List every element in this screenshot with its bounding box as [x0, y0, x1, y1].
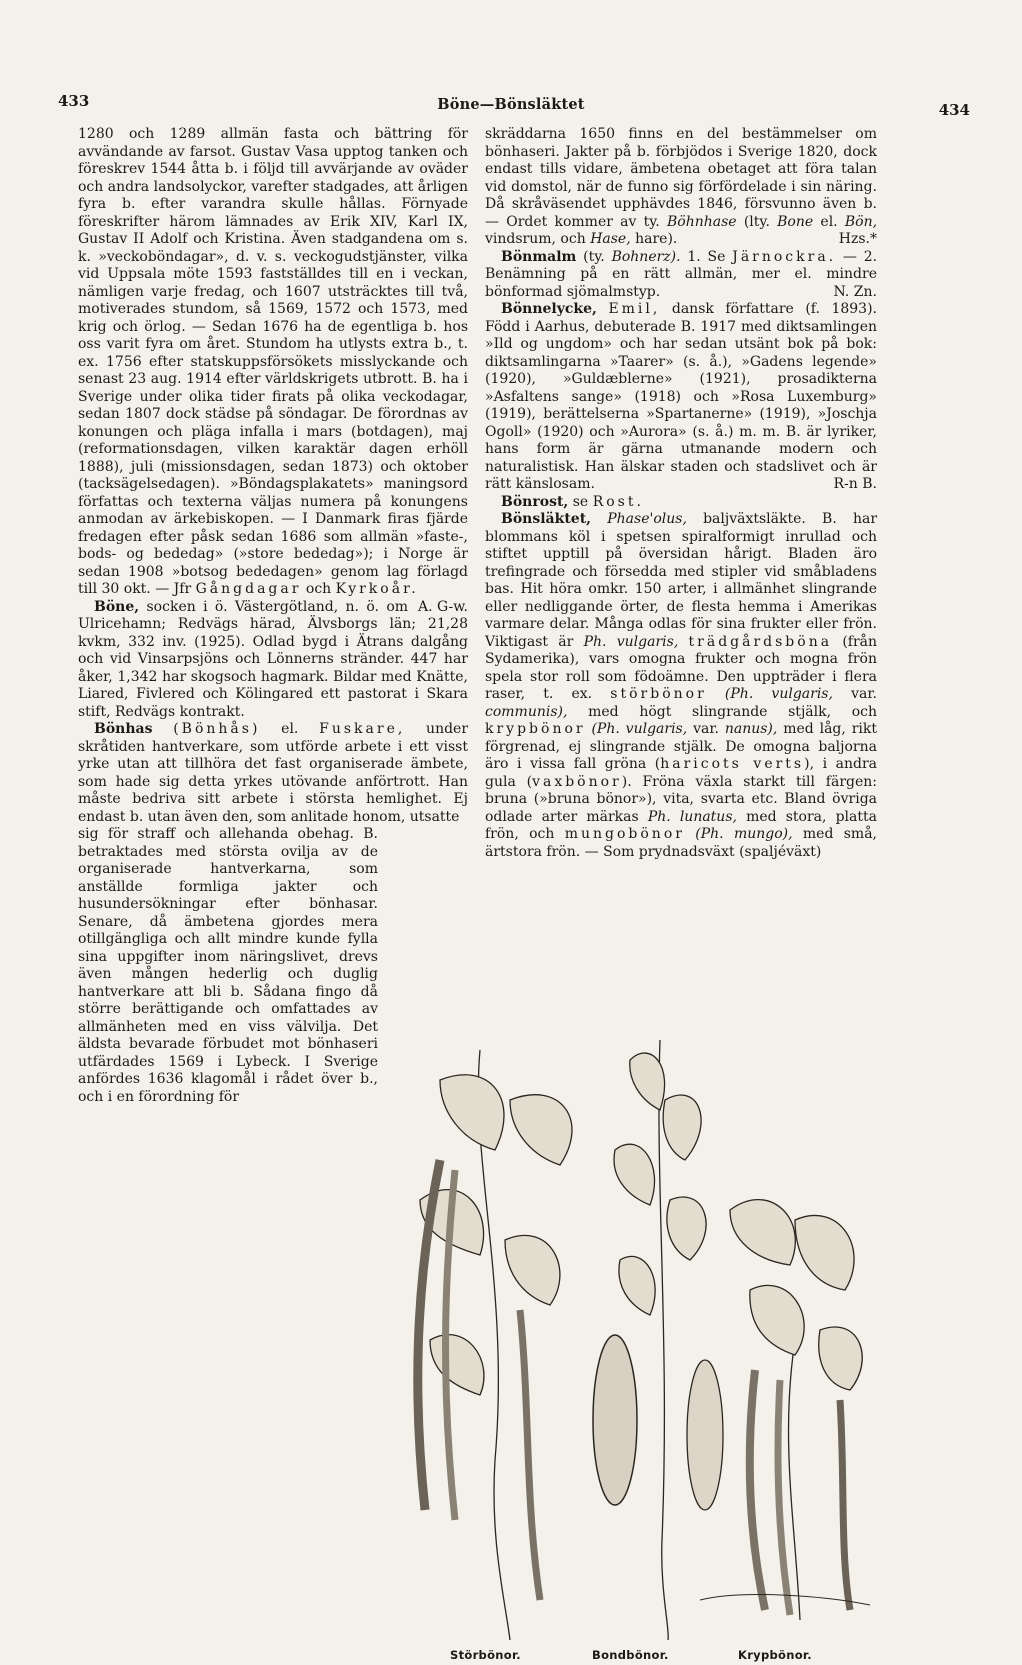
italic-term: (Ph. vulgaris,: [591, 721, 688, 737]
italic-term: Bone: [777, 213, 814, 230]
cross-reference: Kyrkoår.: [335, 581, 419, 597]
spaced-term: trädgårdsböna: [688, 633, 833, 650]
spaced-term: krypbönor: [485, 721, 586, 737]
bush-bean-plant: [700, 1200, 870, 1620]
text-fragment: var.: [851, 686, 877, 702]
text-fragment: (lty.: [743, 213, 770, 230]
italic-term: communis),: [485, 703, 568, 720]
text-fragment: el.: [281, 721, 299, 737]
entry-headword: Böne,: [94, 598, 140, 615]
entry-bone: [78, 599, 468, 722]
author-signature: N. Zn.: [833, 283, 877, 300]
person-name: Emil,: [608, 301, 661, 317]
entry-text: baljväxtsläkte. B. har blommans köl i spetsen spiralformigt inrullad och stiftet upptill på översidan hårigt. Bladen äro trefingrade och försedda med stipler vid småbladens bas. Hit höra omkr. 150 arter, i allmänhet slingrande eller nedliggande örter, de flesta hemma i Amerikas varmare delar. Många odlas för sina frukter eller frön. Viktigast är: [485, 511, 878, 650]
italic-term: Bohnerz).: [611, 248, 681, 265]
author-signature: A. G-w.: [418, 598, 468, 615]
entry-headword: Bönmalm: [501, 248, 577, 265]
paragraph-bonhas-continued: sig för straff och allehanda obehag. B. betraktades med största ovilja av de organiserade hantverkarna, som anställde formliga jakter och husundersökningar efter bönhasar. Senare, då ämbetena gjordes mera otillgängliga och allt mindre kunde fylla sina uppgifter inom näringslivet, drevs även mången hederlig och duglig hantverkare att bli b. Sådana fingo då större berättigande och omfattades av allmänheten med en viss välvilja. Det äldsta bevarade förbudet mot bönhaseri utfärdades 1569 i Lybeck. I Sverige anfördes 1636 klagomål i rådet över b., och i en förordning för: [78, 826, 378, 1105]
left-column: [78, 126, 468, 1106]
spaced-term: haricots verts: [660, 756, 805, 772]
entry-text: under skråtiden hantverkare, som utförde arbete i ett visst yrke utan att tillhöra det fast organiserade ämbete, som hade sig detta yrkes utövande anförtrott. Han måste bedriva sitt arbete i största hemlighet. Ej endast b. utan även den, som anlitade honom, utsatte: [78, 721, 469, 825]
text-fragment: hare).: [635, 231, 678, 247]
entry-text: dansk författare (f. 1893). Född i Aarhus, debuterade B. 1917 med diktsamlingen »Ild og ungdom» och har sedan utsänt bok på bok: diktsamlingarna »Taarer» (s. å.), »Gadens legende» (1920), »Guldæblerne» (1921), prosadikterna »Asfaltens sange» (1918) och »Rosa Luxemburg» (1919), berättelserna »Spartanerne» (1919), »Joschja Ogoll» (1920) och »Aurora» (s. å.) m. m. B. är lyriker, hans form är gärna utmanande modern och naturalistisk. Han älskar staden och stadslivet och är rätt känslosam.: [485, 301, 877, 492]
spaced-term: mungobönor: [564, 826, 685, 842]
left-column-lower: [78, 826, 378, 1106]
spaced-term: störbönor: [610, 686, 707, 702]
paragraph-bonhas-end: [485, 126, 877, 249]
entry-headword: Bönnelycke,: [501, 301, 597, 317]
alt-name: (Bönhås): [173, 721, 261, 737]
text-fragment: vindsrum, och: [485, 231, 586, 247]
italic-term: Ph. lunatus,: [647, 808, 737, 825]
text-fragment: el.: [820, 213, 838, 230]
bean-illustration-figure: [400, 1040, 880, 1665]
entry-bonhas: [78, 721, 468, 826]
pole-bean-plant: [418, 1050, 572, 1640]
entry-bonslaktet: [485, 511, 877, 861]
alt-name: Fuskare,: [319, 721, 406, 737]
author-signature: R-n B.: [833, 476, 877, 492]
broad-bean-plant: [593, 1040, 723, 1640]
spaced-term: vaxbönor: [532, 773, 622, 790]
text-fragment: se: [572, 493, 589, 510]
entry-text: socken i ö. Västergötland, n. ö. om Ulricehamn; Redvägs härad, Älvsborgs län; 21,28 kvkm, 332 inv. (1925). Odlad bygd i Ätrans dalgång och vid Vinsarpsjöns och Lönnerns stränder. 447 har åker, 1,342 har skogsoch hagmark. Bildar med Knätte, Liared, Fivlered och Kölingared ett pastorat i Skara stift, Redvägs kontrakt.: [78, 598, 468, 720]
entry-headword: Bönhas: [94, 721, 153, 737]
entry-text: med små, ärtstora frön. — Som prydnadsväxt (spaljéväxt): [485, 826, 878, 860]
cross-reference: Järnockra.: [732, 248, 837, 265]
entry-text: — 2. Benämning på en rätt allmän, mer el. mindre bönformad sjömalmstyp.: [485, 248, 878, 300]
paragraph-text: skräddarna 1650 finns en del bestämmelser om bönhaseri. Jakter på b. förbjödos i Sverige 1820, dock endast tills vidare, ämbetena obetaget att föra talan vid domstol, när de funno sig förfördelade i sin näring. Då skråväsendet upphävdes 1846, försvunno även b. — Ordet kommer av ty.: [485, 126, 877, 230]
entry-text: med högt slingrande stjälk, och: [588, 703, 877, 720]
entry-text: med stora, platta frön, och: [485, 808, 877, 842]
italic-term: nanus),: [724, 721, 778, 737]
text-fragment: 1. Se: [687, 248, 726, 265]
entry-bonmalm: [485, 249, 877, 302]
caption-storbonor: Störbönor.: [450, 1648, 521, 1662]
entry-text: ), i andra gula (: [485, 756, 877, 790]
bean-plants-illustration: [400, 1040, 880, 1640]
italic-term: Phase'olus,: [607, 511, 687, 527]
italic-term: Bön,: [844, 213, 878, 230]
entry-bonnelycke: [485, 301, 877, 494]
cross-reference: Rost.: [592, 493, 644, 510]
entry-text: ). Fröna växla starkt till färgen: bruna (»bruna bönor»), vita, svarta etc. Bland övriga odlade arter märkas: [485, 773, 877, 825]
running-head: Böne—Bönsläktet: [437, 96, 585, 113]
caption-krypbonor: Krypbönor.: [738, 1648, 812, 1662]
italic-term: Böhnhase: [667, 213, 737, 230]
author-signature: Hzs.*: [838, 231, 877, 247]
paragraph-text: 1280 och 1289 allmän fasta och bättring för avvändande av farsot. Gustav Vasa upptog tanken och föreskrev 1544 åtta b. i följd till avvärjande av oväder och andra landsolyckor, varefter stadgades, att årligen fyra b. efter varandra skulle hållas. Förnyade föreskrifter härom lämnades av Erik XIV, Karl IX, Gustav II Adolf och Kristina. Även stadgandena om s. k. »veckoböndagar», d. v. s. veckogudstjänster, vilka vid Uppsala möte 1593 fastställdes till en i veckan, nämligen varje fredag, och 1607 utsträcktes till två, motiverades stundom, så 1569, 1572 och 1573, med krig och örlog. — Sedan 1676 ha de egentliga b. hos oss varit fyra om året. Stundom ha utlysts extra b., t. ex. 1756 efter statskuppsförsökets misslyckande och senast 23 aug. 1914 efter världskrigets utbrott. B. ha i Sverige under olika tider firats på olika veckodagar, sedan 1807 dock städse på söndagar. De förordnas av konungen och pläga infalla i mars (botdagen), maj (reformationsdagen, vilken karaktär dagen erhöll 1888), juli (missionsdagen, sedan 1873) och oktober (tacksägelsedagen). »Böndagsplakatets» maningsord författas och texterna väljas numera på konungens anmodan av ärkebiskopen. — I Danmark firas fjärde fredagen efter påsk sedan 1686 som allmän »faste-, bods- og bededag» (»store bededag»); i Norge är sedan 1908 »botsog bededagen» genom lag förlagd till 30 okt. — Jfr: [78, 126, 468, 597]
text-fragment: var.: [693, 721, 719, 737]
entry-text: (från Sydamerika), vars omogna frukter och mogna frön spela stor roll som födoämne. Den uppträder i flera raser, t. ex.: [485, 633, 878, 702]
italic-term: Hase,: [590, 231, 631, 247]
italic-term: Ph. vulgaris,: [583, 633, 679, 650]
entry-headword: Bönsläktet,: [501, 511, 592, 527]
page-number-left: 433: [58, 92, 90, 110]
entry-headword: Bönrost,: [501, 493, 569, 510]
right-column: [485, 126, 877, 861]
italic-term: (Ph. vulgaris,: [724, 686, 833, 702]
entry-text: med låg, rikt förgrenad, ej slingrande stjälk. De omogna baljorna äro i vissa fall gröna (: [485, 721, 877, 772]
page-number-right: 434: [938, 101, 970, 119]
entry-bonrost: [485, 494, 877, 512]
cross-reference: Gångdagar: [195, 581, 302, 597]
text-fragment: och: [305, 581, 332, 597]
italic-term: (Ph. mungo),: [695, 826, 793, 842]
caption-bondbonor: Bondbönor.: [592, 1648, 669, 1662]
text-fragment: (ty.: [583, 248, 605, 265]
